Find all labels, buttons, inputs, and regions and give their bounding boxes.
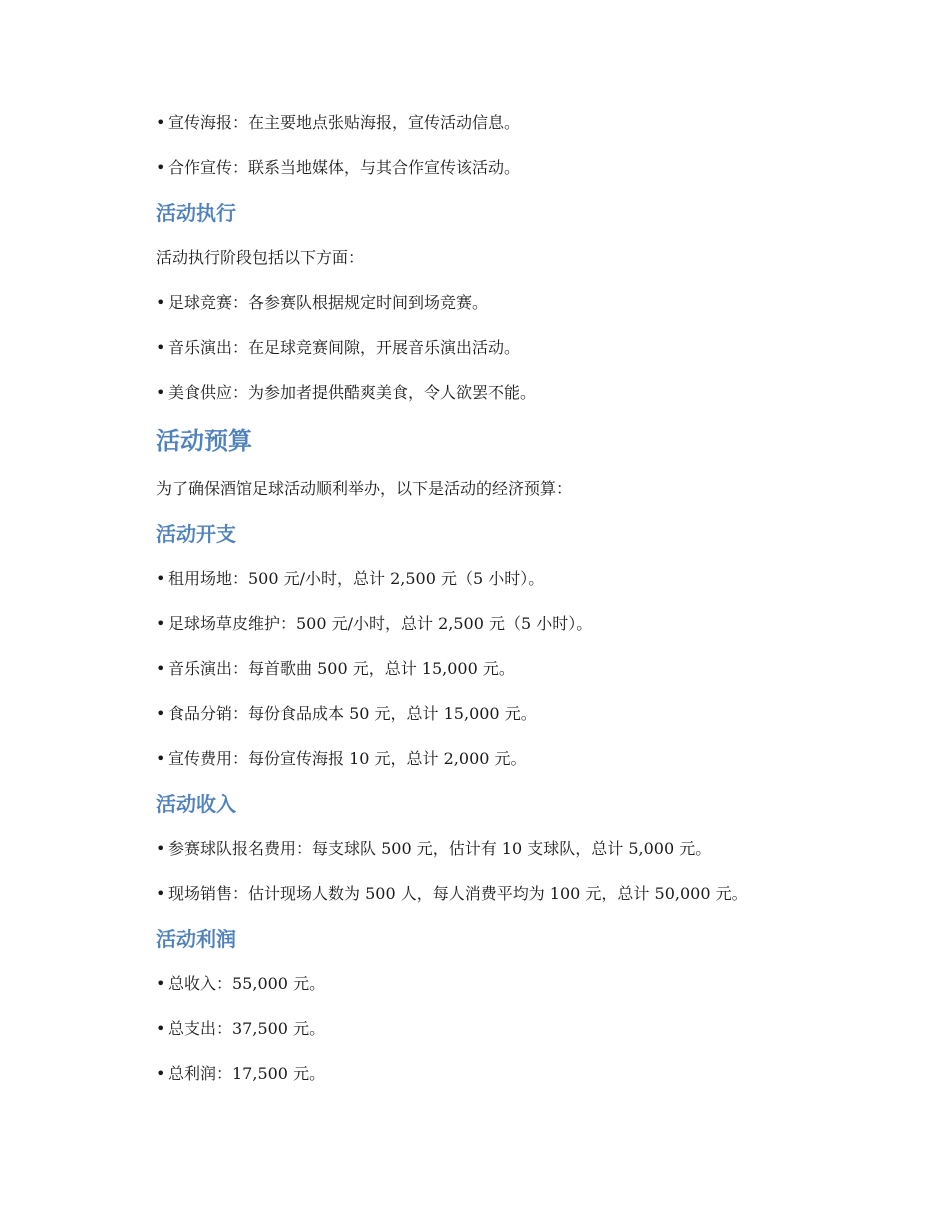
list-item <box>156 834 876 864</box>
bullet-marker: • <box>156 338 166 357</box>
bullet-marker: • <box>156 839 166 858</box>
bullet-marker: • <box>156 704 166 723</box>
bullet-marker: • <box>156 884 166 903</box>
section-heading-expenses: 活动开支 <box>156 522 236 546</box>
list-item-text: 租用场地：500 元/小时，总计 2,500 元（5 小时）。 <box>168 569 545 588</box>
bullet-marker: • <box>156 383 166 402</box>
list-item <box>156 879 876 909</box>
list-item-text: 总支出：37,500 元。 <box>168 1019 326 1038</box>
list-item-text: 宣传海报：在主要地点张贴海报，宣传活动信息。 <box>168 113 521 132</box>
document-page <box>156 108 876 1104</box>
list-item <box>156 969 876 999</box>
list-item-text: 总利润：17,500 元。 <box>168 1064 326 1083</box>
section-heading-profit: 活动利润 <box>156 927 236 951</box>
list-item <box>156 333 876 363</box>
section-heading-income: 活动收入 <box>156 792 236 816</box>
list-item-text: 参赛球队报名费用：每支球队 500 元，估计有 10 支球队，总计 5,000 元。 <box>168 839 712 858</box>
list-item <box>156 744 876 774</box>
bullet-marker: • <box>156 1019 166 1038</box>
list-item-text: 音乐演出：在足球竞赛间隙，开展音乐演出活动。 <box>168 338 521 357</box>
list-item <box>156 1059 876 1089</box>
list-item-text: 足球场草皮维护：500 元/小时，总计 2,500 元（5 小时）。 <box>168 614 593 633</box>
section-heading-execution: 活动执行 <box>156 201 236 225</box>
list-item-text: 现场销售：估计现场人数为 500 人，每人消费平均为 100 元，总计 50,000 元。 <box>168 884 748 903</box>
list-item-text: 美食供应：为参加者提供酷爽美食，令人欲罢不能。 <box>168 383 537 402</box>
list-item <box>156 288 876 318</box>
bullet-marker: • <box>156 293 166 312</box>
list-item <box>156 378 876 408</box>
section-heading-budget: 活动预算 <box>156 427 252 455</box>
list-item-text: 总收入：55,000 元。 <box>168 974 326 993</box>
bullet-marker: • <box>156 659 166 678</box>
bullet-marker: • <box>156 614 166 633</box>
list-item <box>156 609 876 639</box>
list-item <box>156 1014 876 1044</box>
list-item-text: 宣传费用：每份宣传海报 10 元，总计 2,000 元。 <box>168 749 527 768</box>
list-item-text: 足球竞赛：各参赛队根据规定时间到场竞赛。 <box>168 293 489 312</box>
budget-intro: 为了确保酒馆足球活动顺利举办，以下是活动的经济预算： <box>156 479 573 498</box>
list-item-text: 音乐演出：每首歌曲 500 元，总计 15,000 元。 <box>168 659 515 678</box>
list-item <box>156 564 876 594</box>
execution-intro: 活动执行阶段包括以下方面： <box>156 248 365 267</box>
list-item <box>156 153 876 183</box>
list-item-text: 合作宣传：联系当地媒体，与其合作宣传该活动。 <box>168 158 521 177</box>
list-item-text: 食品分销：每份食品成本 50 元，总计 15,000 元。 <box>168 704 537 723</box>
bullet-marker: • <box>156 569 166 588</box>
bullet-marker: • <box>156 113 166 132</box>
bullet-marker: • <box>156 158 166 177</box>
list-item <box>156 108 876 138</box>
list-item <box>156 699 876 729</box>
list-item <box>156 654 876 684</box>
bullet-marker: • <box>156 1064 166 1083</box>
bullet-marker: • <box>156 974 166 993</box>
bullet-marker: • <box>156 749 166 768</box>
